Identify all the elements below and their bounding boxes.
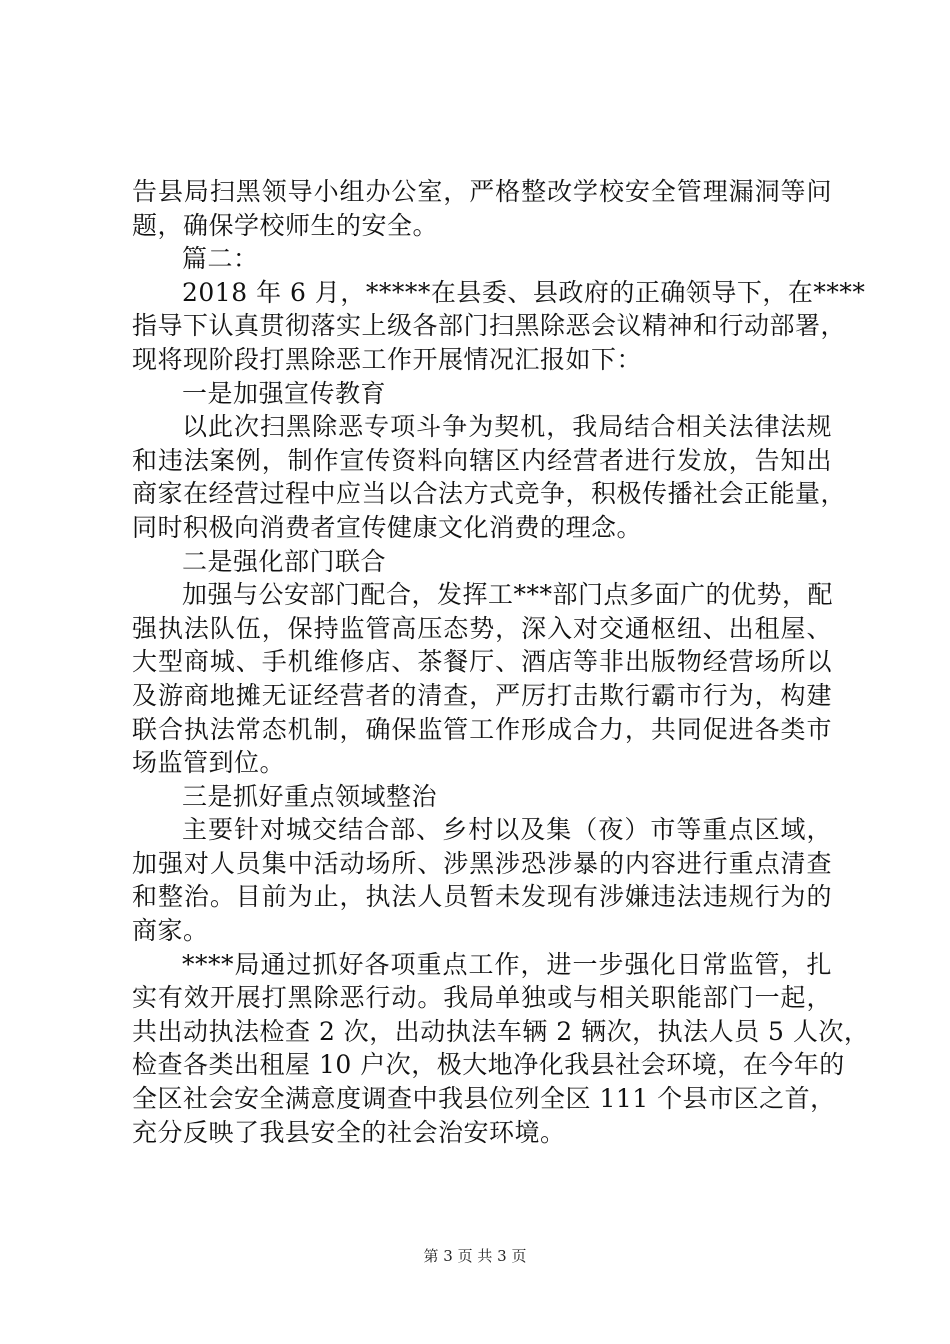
- text-line: 加强与公安部门配合，发挥工***部门点多面广的优势，配: [182, 580, 834, 610]
- text-line: 以此次扫黑除恶专项斗争为契机，我局结合相关法律法规: [182, 412, 832, 442]
- text-line: 和违法案例，制作宣传资料向辖区内经营者进行发放，告知出: [132, 445, 832, 475]
- text-line: ****局通过抓好各项重点工作，进一步强化日常监管，扎: [182, 949, 832, 979]
- text-line: 2018 年 6 月，*****在县委、县政府的正确领导下，在****: [182, 277, 866, 307]
- text-line: 同时积极向消费者宣传健康文化消费的理念。: [132, 512, 643, 542]
- text-line: 大型商城、手机维修店、茶餐厅、酒店等非出版物经营场所以: [132, 647, 832, 677]
- text-line: 共出动执法检查 2 次，出动执法车辆 2 辆次，执法人员 5 人次，: [132, 1016, 870, 1046]
- text-line: 全区社会安全满意度调查中我县位列全区 111 个县市区之首，: [132, 1084, 836, 1114]
- text-line: 商家在经营过程中应当以合法方式竞争，积极传播社会正能量，: [132, 479, 847, 509]
- text-line: 和整治。目前为止，执法人员暂未发现有涉嫌违法违规行为的: [132, 882, 832, 912]
- text-line: 检查各类出租屋 10 户次，极大地净化我县社会环境，在今年的: [132, 1050, 845, 1080]
- page-number-footer: 第 3 页 共 3 页: [423, 1247, 527, 1265]
- text-line: 联合执法常态机制，确保监管工作形成合力，共同促进各类市: [132, 714, 832, 744]
- text-line: 商家。: [132, 916, 209, 946]
- text-line: 指导下认真贯彻落实上级各部门扫黑除恶会议精神和行动部署，: [132, 311, 847, 341]
- section-heading: 篇二：: [182, 244, 259, 274]
- text-line: 主要针对城交结合部、乡村以及集（夜）市等重点区域，: [182, 815, 832, 845]
- text-line: 强执法队伍，保持监管高压态势，深入对交通枢纽、出租屋、: [132, 613, 832, 643]
- section-heading: 一是加强宣传教育: [182, 378, 387, 408]
- text-line: 题，确保学校师生的安全。: [132, 210, 439, 240]
- section-heading: 二是强化部门联合: [182, 546, 387, 576]
- text-line: 充分反映了我县安全的社会治安环境。: [132, 1117, 566, 1147]
- text-line: 现将现阶段打黑除恶工作开展情况汇报如下：: [132, 344, 643, 374]
- text-line: 实有效开展打黑除恶行动。我局单独或与相关职能部门一起，: [132, 983, 832, 1013]
- text-line: 加强对人员集中活动场所、涉黑涉恐涉暴的内容进行重点清查: [132, 848, 832, 878]
- text-line: 告县局扫黑领导小组办公室，严格整改学校安全管理漏洞等问: [132, 177, 832, 206]
- document-body: [132, 175, 870, 1149]
- text-line: 场监管到位。: [132, 748, 286, 778]
- section-heading: 三是抓好重点领域整治: [182, 781, 438, 811]
- text-line: 及游商地摊无证经营者的清查，严厉打击欺行霸市行为，构建: [132, 680, 832, 710]
